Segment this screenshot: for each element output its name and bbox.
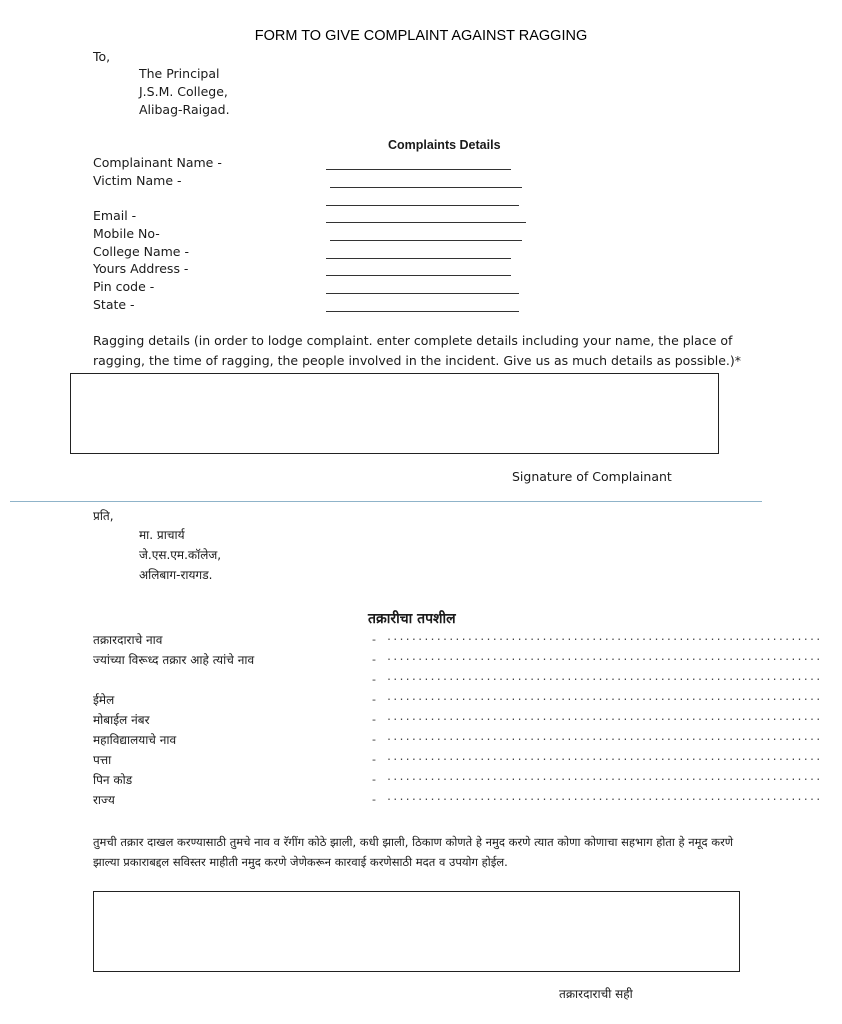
mobile-field-marathi[interactable]: ...................................................................... <box>386 712 822 723</box>
victim-name-label-marathi: ज्यांच्या विरूध्द तक्रार आहे त्यांचे नाव <box>93 653 255 667</box>
field-dash: - <box>372 733 376 746</box>
ragging-details-instruction-marathi: तुमची तक्रार दाखल करण्यासाठी तुमचे नाव व रॅगींग कोठे झाली, कधी झाली, ठिकाण कोणते हे नमुद करणे त्यात कोणा कोणाचा सहभाग होता हे नमूद करणे झाल्या प्रकाराबद्दल सविस्तर माहीती नमुद करणे जेणेकरून कारवाई करणेसाठी मदत व उपयोग होईल. <box>93 835 734 869</box>
address-line-2-marathi: जे.एस.एम.कॉलेज, <box>139 548 222 562</box>
address-label: Yours Address - <box>93 261 189 276</box>
email-field-marathi[interactable]: ...................................................................... <box>386 692 822 703</box>
complainant-name-label: Complainant Name - <box>93 155 222 170</box>
state-label: State - <box>93 297 135 312</box>
state-field-marathi[interactable]: ...................................................................... <box>386 792 822 803</box>
field-dash: - <box>372 653 376 666</box>
victim-name-field-2-marathi[interactable]: ...................................................................... <box>386 672 822 683</box>
field-dash: - <box>372 673 376 686</box>
state-field[interactable] <box>326 311 519 312</box>
victim-name-field-2[interactable] <box>326 205 519 206</box>
signature-label: Signature of Complainant <box>512 469 672 484</box>
victim-name-field-marathi[interactable]: ...................................................................... <box>386 652 822 663</box>
state-label-marathi: राज्य <box>93 793 115 807</box>
field-dash: - <box>372 793 376 806</box>
field-dash: - <box>372 713 376 726</box>
to-label: To, <box>93 49 111 64</box>
email-label: Email - <box>93 208 137 223</box>
field-dash: - <box>372 753 376 766</box>
address-label-marathi: पत्ता <box>93 753 112 767</box>
pin-code-label: Pin code - <box>93 279 155 294</box>
signature-label-marathi: तक्रारदाराची सही <box>559 987 633 1001</box>
address-line-1: The Principal <box>139 66 220 81</box>
pin-code-field-marathi[interactable]: ...................................................................... <box>386 772 822 783</box>
ragging-details-box[interactable] <box>70 373 719 454</box>
address-line-3-marathi: अलिबाग-रायगड. <box>139 568 213 582</box>
field-dash: - <box>372 633 376 646</box>
field-dash: - <box>372 693 376 706</box>
section-divider <box>10 501 762 502</box>
email-label-marathi: ईमेल <box>93 693 115 707</box>
complaints-details-heading: Complaints Details <box>388 138 501 152</box>
complaints-details-heading-marathi: तक्रारीचा तपशील <box>368 611 456 627</box>
address-line-2: J.S.M. College, <box>139 84 228 99</box>
college-name-field[interactable] <box>326 258 511 259</box>
mobile-field[interactable] <box>330 240 522 241</box>
pin-code-field[interactable] <box>326 293 519 294</box>
college-name-field-marathi[interactable]: ...................................................................... <box>386 732 822 743</box>
complainant-name-field[interactable] <box>326 169 511 170</box>
mobile-label: Mobile No- <box>93 226 160 241</box>
complainant-name-field-marathi[interactable]: ...................................................................... <box>386 632 822 643</box>
college-name-label: College Name - <box>93 244 189 259</box>
college-name-label-marathi: महाविद्यालयाचे नाव <box>93 733 177 747</box>
address-line-3: Alibag-Raigad. <box>139 102 230 117</box>
to-label-marathi: प्रति, <box>93 509 114 523</box>
victim-name-label: Victim Name - <box>93 173 182 188</box>
pin-code-label-marathi: पिन कोड <box>93 773 133 787</box>
mobile-label-marathi: मोबाईल नंबर <box>93 713 150 727</box>
field-dash: - <box>372 773 376 786</box>
address-field-marathi[interactable]: ...................................................................... <box>386 752 822 763</box>
email-field[interactable] <box>326 222 526 223</box>
victim-name-field[interactable] <box>330 187 522 188</box>
ragging-details-box-marathi[interactable] <box>93 891 740 972</box>
address-field[interactable] <box>326 275 511 276</box>
address-line-1-marathi: मा. प्राचार्य <box>139 528 185 542</box>
ragging-details-instruction: Ragging details (in order to lodge complaint. enter complete details including your name, the place of ragging, the time of ragging, the people involved in the incident. Give us as much details as possible.)* <box>93 333 742 368</box>
complainant-name-label-marathi: तक्रारदाराचे नाव <box>93 633 163 647</box>
form-title: FORM TO GIVE COMPLAINT AGAINST RAGGING <box>254 28 588 44</box>
